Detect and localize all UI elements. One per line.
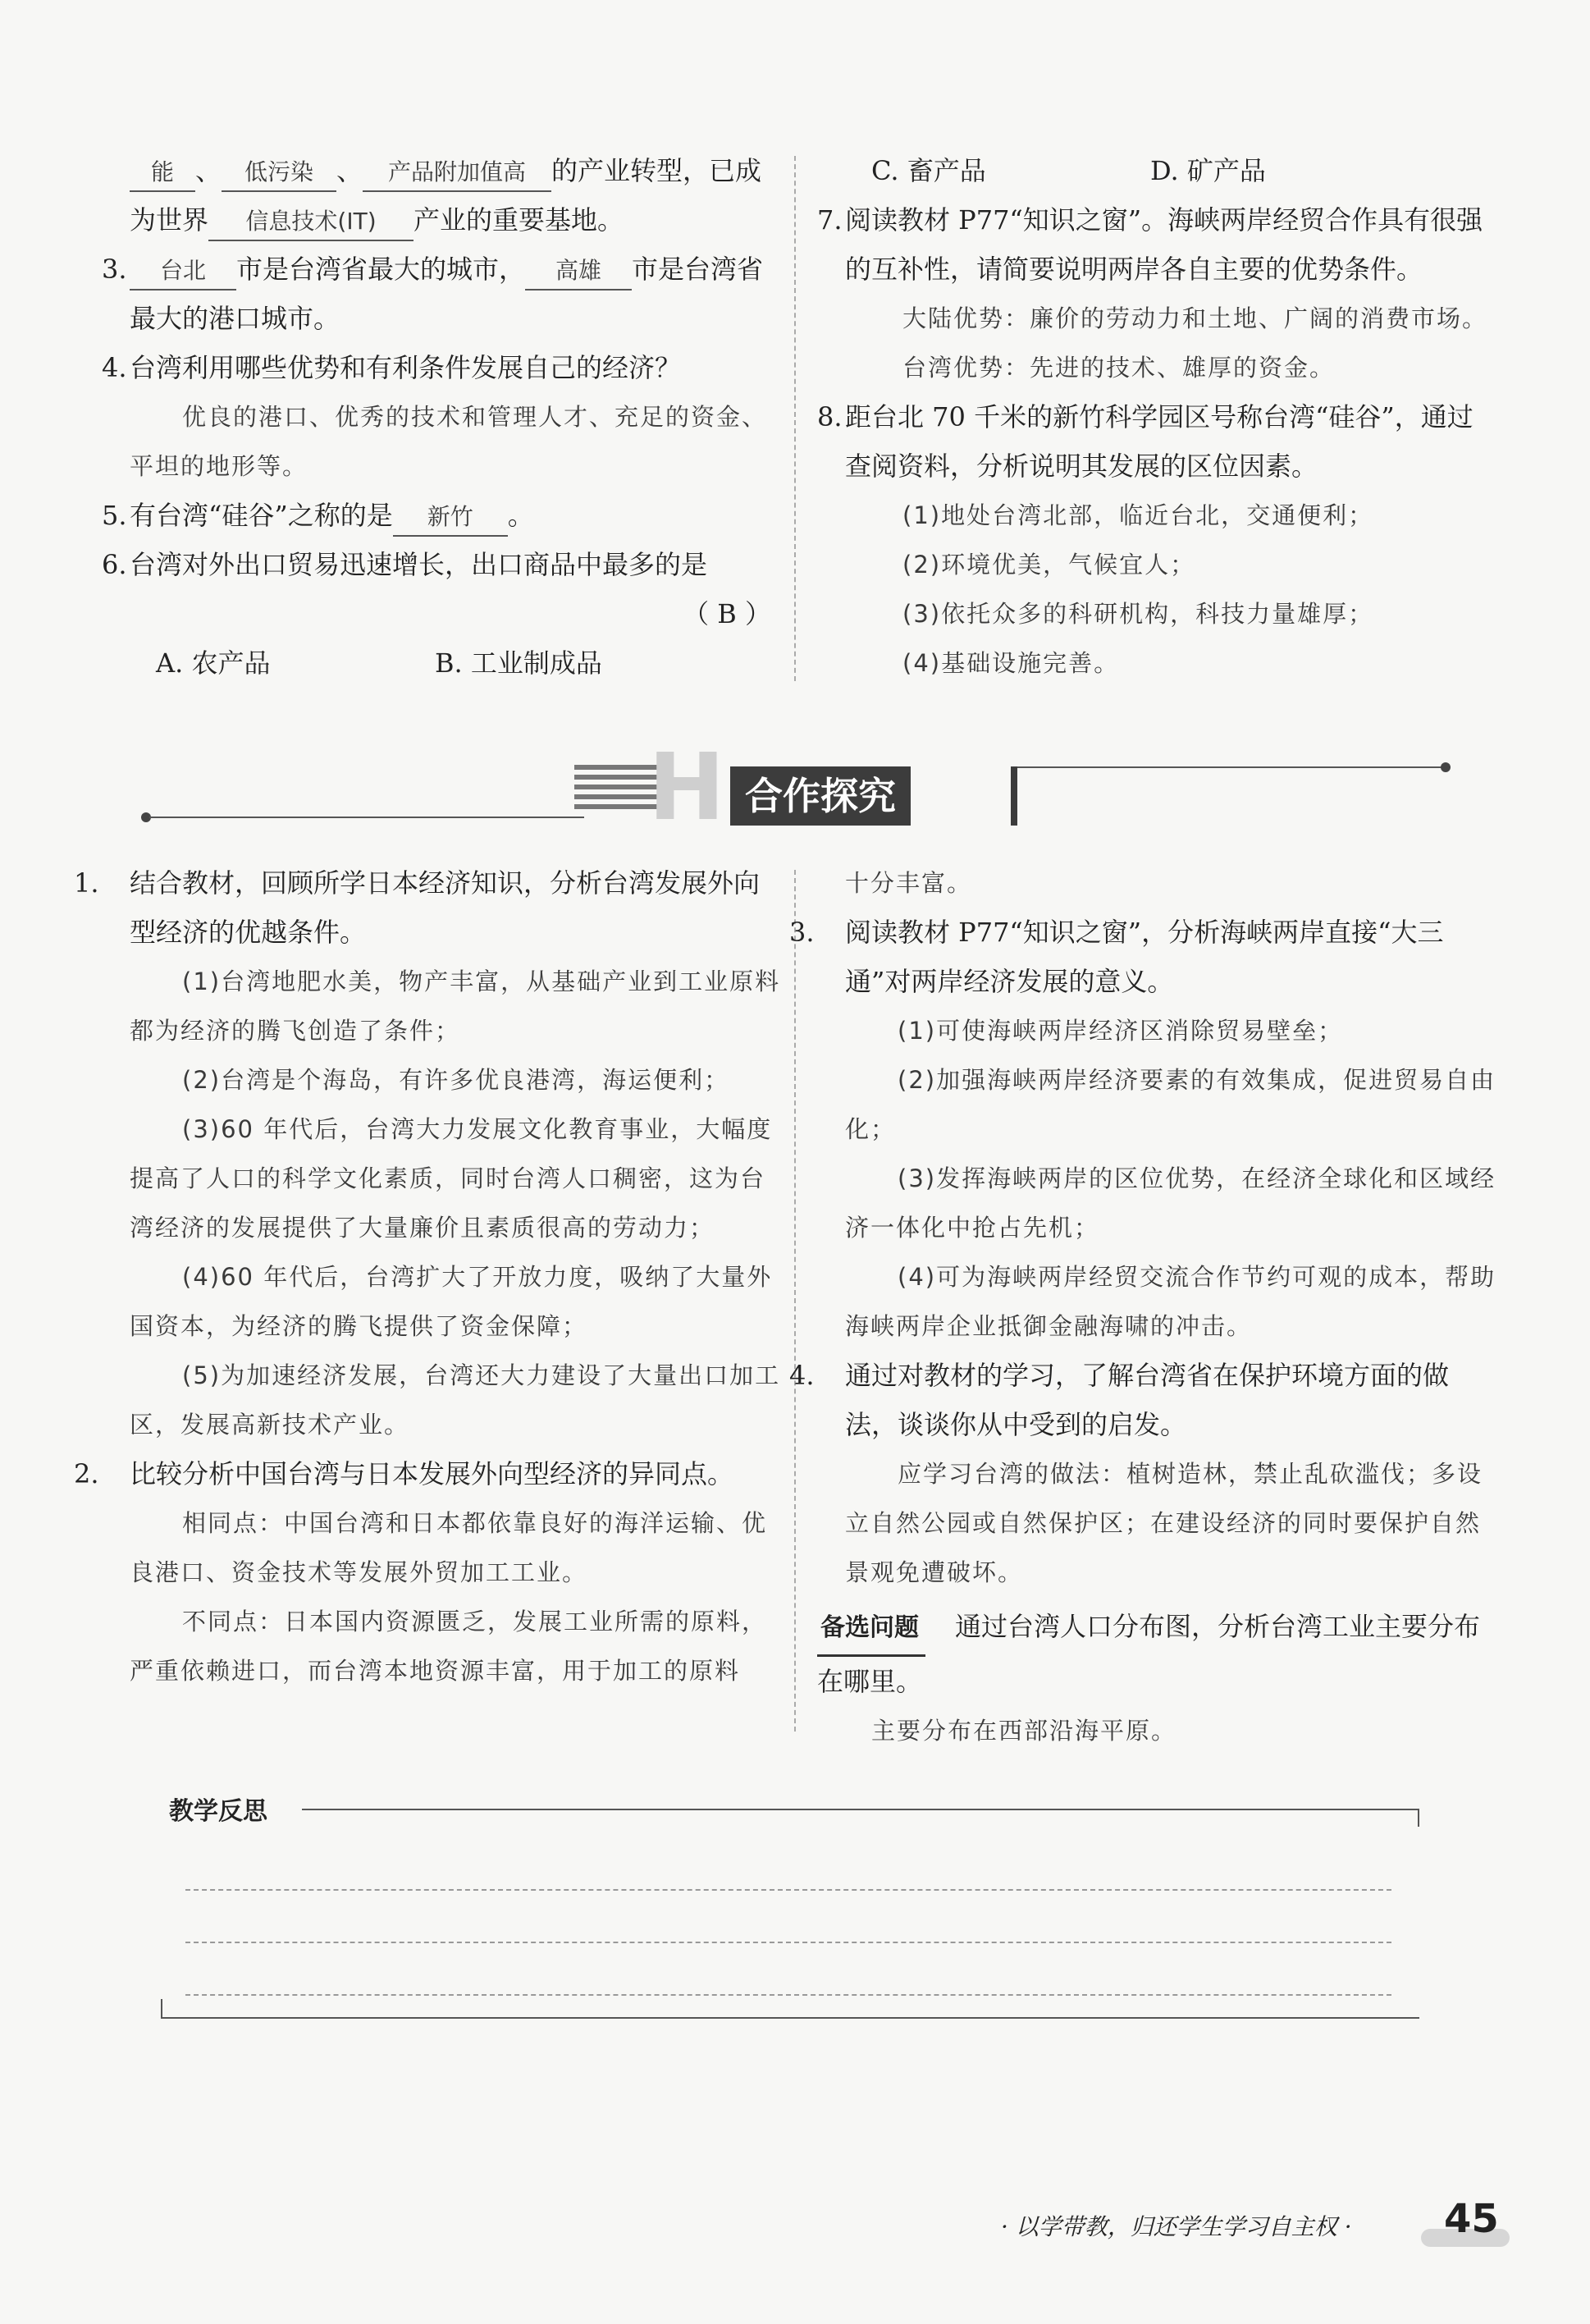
question-text: 通过台湾人口分布图，分析台湾工业主要分布在哪里。 <box>817 1611 1481 1697</box>
question-1 <box>74 858 783 957</box>
blank-answer: 信息技术(IT) <box>208 204 413 241</box>
answer-text: (4)60 年代后，台湾扩大了开放力度，吸纳了大量外国资本，为经济的腾飞提供了资金保障； <box>130 1263 773 1340</box>
question-3 <box>102 245 783 294</box>
option-b: B. 工业制成品 <box>435 647 602 679</box>
blank-answer: 新竹 <box>393 499 508 537</box>
answer-text: 十分丰富。 <box>845 869 973 897</box>
answer-text: (2)环境优美，气候宜人； <box>902 551 1196 579</box>
answer-text: 大陆优势：廉价的劳动力和土地、广阔的消费市场。 <box>902 304 1488 332</box>
question-text: 有台湾“硅谷”之称的是 <box>130 500 393 531</box>
question-8 <box>817 392 1498 491</box>
blank-answer: 产品附加值高 <box>363 154 551 192</box>
blank-answer: 高雄 <box>525 253 632 290</box>
question-text: 距台北 70 千米的新竹科学园区号称台湾“硅谷”，通过查阅资料，分析说明其发展的区位因素。 <box>845 401 1473 482</box>
question-4 <box>102 343 783 392</box>
answer-text: (3)依托众多的科研机构，科技力量雄厚； <box>902 600 1374 628</box>
reflection-top-rule <box>302 1809 1419 1810</box>
separator: 、 <box>336 155 363 186</box>
option-c: C. 畜产品 <box>871 155 986 186</box>
question-text: 阅读教材 P77“知识之窗”，分析海峡两岸直接“大三通”对两岸经济发展的意义。 <box>845 917 1444 997</box>
answer-text: (3)60 年代后，台湾大力发展文化教育事业，大幅度提高了人口的科学文化素质，同时台湾人口稠密，这为台湾经济的发展提供了大量廉价且素质很高的劳动力； <box>130 1115 773 1242</box>
column-divider <box>794 870 796 1732</box>
answer-text: 应学习台湾的做法：植树造林，禁止乱砍滥伐；多设立自然公园或自然保护区；在建设经济的同时要保护自然景观免遭破坏。 <box>845 1460 1483 1586</box>
option-d: D. 矿产品 <box>1150 155 1266 186</box>
answer-text: 主要分布在西部沿海平原。 <box>871 1717 1177 1745</box>
question-text: 通过对教材的学习，了解台湾省在保护环境方面的做法，谈谈你从中受到的启发。 <box>845 1360 1450 1440</box>
answer-text: (5)为加速经济发展，台湾还大力建设了大量出口加工区，发展高新技术产业。 <box>130 1361 781 1439</box>
question-text: 台湾利用哪些优势和有利条件发展自己的经济？ <box>130 352 682 383</box>
extra-question <box>817 1602 1498 1706</box>
question-text: 台湾对外出口贸易迅速增长，出口商品中最多的是 <box>130 549 708 580</box>
question-number: 2. <box>74 1458 99 1489</box>
banner-dot-right <box>1441 762 1451 772</box>
question-number: 6. <box>102 549 127 580</box>
question-text: 阅读教材 P77“知识之窗”。海峡两岸经贸合作具有很强的互补性，请简要说明两岸各自主要的优势条件。 <box>845 204 1483 285</box>
question-3-line2: 最大的港口城市。 <box>130 303 340 334</box>
question-number: 3. <box>789 917 815 948</box>
blank-answer: 低污染 <box>222 154 336 192</box>
upper-left-column <box>102 146 783 688</box>
question-text: 市是台湾省最大的城市， <box>236 254 526 285</box>
answer-text: (3)发挥海峡两岸的区位优势，在经济全球化和区域经济一体化中抢占先机； <box>845 1164 1496 1242</box>
choice-options-ab <box>102 638 783 688</box>
answer-text: 不同点：日本国内资源匮乏，发展工业所需的原料，严重依赖进口，而台湾本地资源丰富，用于加工的原料 <box>130 1608 768 1685</box>
question-5 <box>102 491 783 540</box>
answer-text: 台湾优势：先进的技术、雄厚的资金。 <box>902 354 1336 382</box>
question-7 <box>817 195 1498 294</box>
question-text: 产业的重要基地。 <box>413 204 624 236</box>
lower-left-column <box>74 858 783 1695</box>
question-text: 市是台湾省 <box>632 254 764 285</box>
answer-text: (4)基础设施完善。 <box>902 649 1120 677</box>
lower-right-column <box>789 858 1498 1755</box>
answer-text: (4)可为海峡两岸经贸交流合作节约可观的成本，帮助海峡两岸企业抵御金融海啸的冲击。 <box>845 1263 1496 1340</box>
separator: 、 <box>195 155 222 186</box>
question-2 <box>74 1449 783 1498</box>
blank-answer: 台北 <box>130 253 236 290</box>
section-title: 合作探究 <box>730 766 911 826</box>
question-number: 4. <box>102 352 127 383</box>
answer-text: 相同点：中国台湾和日本都依靠良好的海洋运输、优良港口、资金技术等发展外贸加工工业。 <box>130 1509 768 1586</box>
question-text: 的产业转型，已成 <box>551 155 762 186</box>
reflection-line <box>185 1942 1391 1943</box>
reflection-line <box>185 1889 1391 1891</box>
banner-end-bar <box>1011 766 1017 826</box>
choice-answer: （ B ） <box>683 598 771 629</box>
reflection-line <box>185 1994 1391 1996</box>
question-number: 8. <box>817 401 843 432</box>
question-number: 3. <box>102 254 127 285</box>
reflection-left-tick <box>161 1999 162 2017</box>
reflection-right-tick <box>1418 1809 1419 1827</box>
reflection-bottom-rule <box>161 2017 1419 2019</box>
question-text: 为世界 <box>130 204 209 236</box>
answer-text: (2)台湾是个海岛，有许多优良港湾，海运便利； <box>182 1066 730 1094</box>
column-divider <box>794 156 796 681</box>
option-a: A. 农产品 <box>156 647 271 679</box>
answer-text: (1)台湾地肥水美，物产丰富，从基础产业到工业原料都为经济的腾飞创造了条件； <box>130 968 781 1045</box>
answer-text: (1)可使海峡两岸经济区消除贸易壁垒； <box>898 1017 1344 1045</box>
q2-continuation <box>102 146 783 195</box>
footer-slogan: · 以学带教，归还学生学习自主权 · <box>1001 2213 1352 2240</box>
question-6 <box>102 540 783 589</box>
banner-letter: H <box>648 734 725 841</box>
answer-text: 优良的港口、优秀的技术和管理人才、充足的资金、平坦的地形等。 <box>130 403 768 480</box>
question-text: 结合教材，回顾所学日本经济知识，分析台湾发展外向型经济的优越条件。 <box>130 867 761 948</box>
blank-answer: 能 <box>130 154 195 192</box>
question-number: 7. <box>817 204 843 236</box>
question-text: 比较分析中国台湾与日本发展外向型经济的异同点。 <box>130 1458 734 1489</box>
answer-text: (2)加强海峡两岸经济要素的有效集成，促进贸易自由化； <box>845 1066 1496 1143</box>
question-number: 4. <box>789 1360 815 1391</box>
upper-right-column <box>817 146 1498 688</box>
q2-continuation-line2 <box>102 195 783 245</box>
question-number: 5. <box>102 500 127 531</box>
page-number: 45 <box>1444 2196 1499 2242</box>
banner-line-right <box>1017 766 1444 768</box>
reflection-title: 教学反思 <box>169 1797 267 1826</box>
answer-text: (1)地处台湾北部，临近台北，交通便利； <box>902 501 1374 529</box>
question-4 <box>789 1351 1498 1449</box>
extra-question-tag: 备选问题 <box>817 1603 925 1657</box>
choice-options-cd <box>817 146 1498 195</box>
question-number: 1. <box>74 867 99 899</box>
question-3 <box>789 908 1498 1006</box>
question-text: 。 <box>507 500 534 531</box>
banner-line-left <box>149 817 584 818</box>
